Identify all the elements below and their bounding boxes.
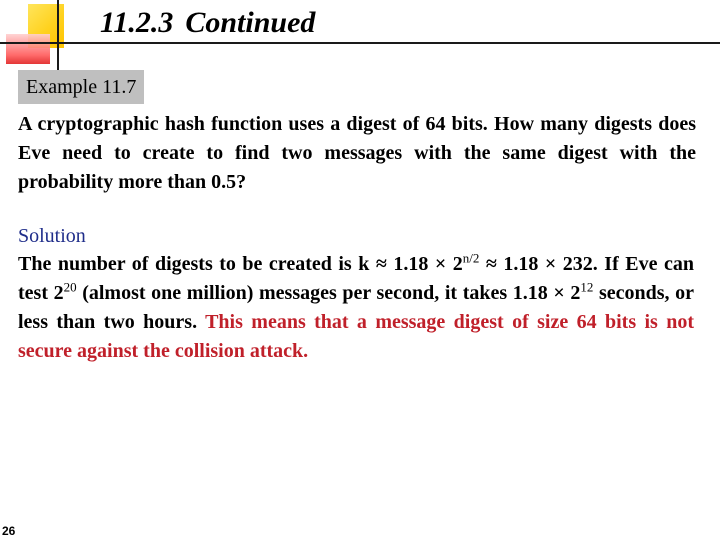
decorative-red-block (6, 34, 50, 64)
solution-exponent-1: n/2 (462, 250, 480, 266)
solution-exponent-2: 20 (63, 279, 77, 295)
solution-text-1: The number of digests to be created is k ≈ 1.18 × 2 (18, 253, 463, 275)
solution-highlight: This means that a message digest of size 64 bits is not secure against the collision attack. (18, 311, 694, 362)
slide-title (100, 6, 315, 40)
page-number: 26 (2, 524, 16, 538)
decorative-horizontal-line (0, 42, 720, 44)
solution-text-2: ≈ 1.18 × 232. If Eve can test 2 (18, 253, 694, 304)
slide-title-number: 11.2.3 (100, 6, 174, 39)
solution-heading: Solution (18, 225, 86, 247)
solution-text-3: (almost one million) messages per second, it takes 1.18 × 2 (76, 282, 581, 304)
solution-body (18, 250, 694, 366)
solution-exponent-3: 12 (580, 279, 594, 295)
slide-title-text: Continued (185, 6, 316, 39)
question-text: A cryptographic hash function uses a digest of 64 bits. How many digests does Eve need to create to find two messages with the same digest with the probability more than 0.5? (18, 113, 696, 193)
example-label: Example 11.7 (18, 70, 144, 104)
solution-text-4: seconds, or less than two hours. (18, 282, 695, 333)
